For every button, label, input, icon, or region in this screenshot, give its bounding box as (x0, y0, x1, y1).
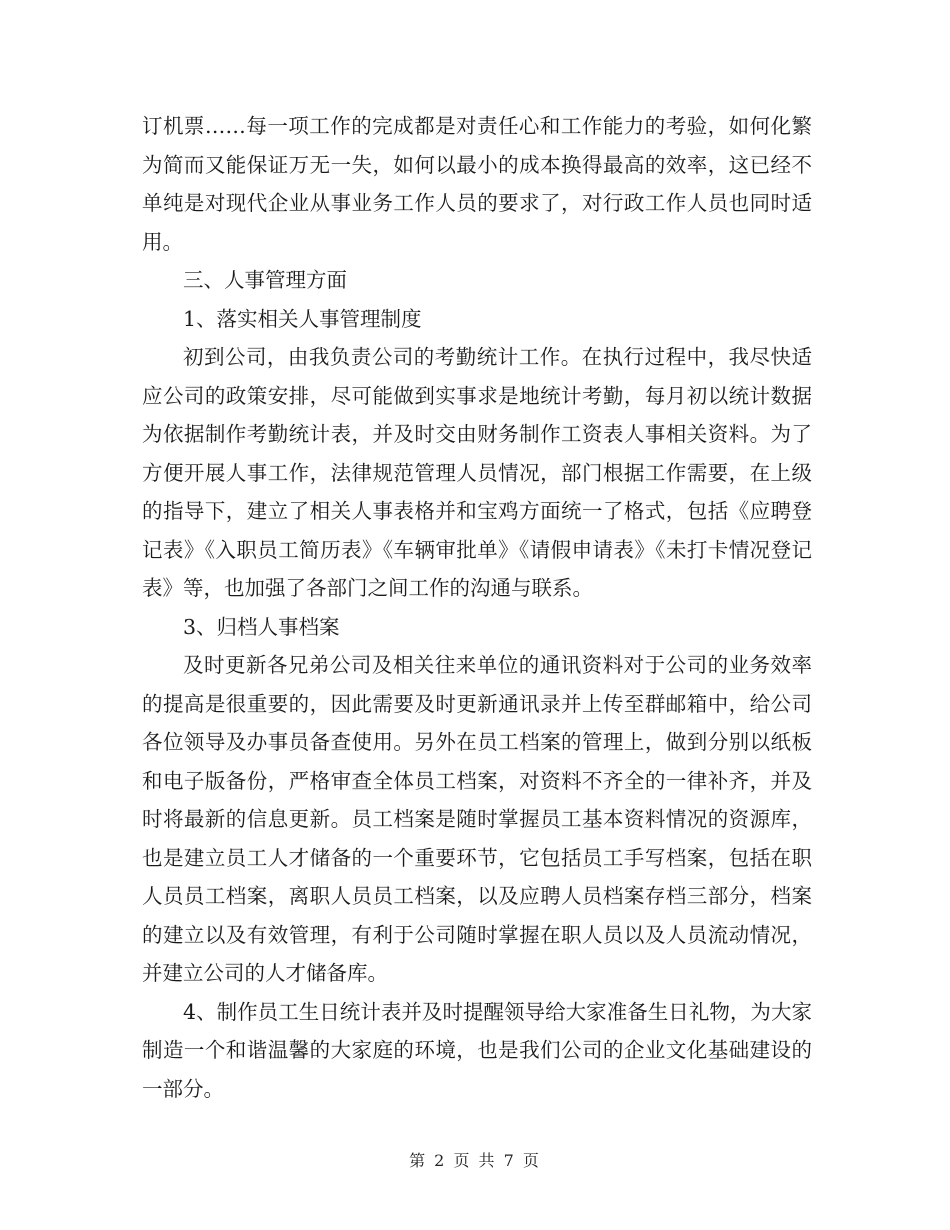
document-body (142, 107, 812, 1108)
section-heading-personnel: 三、人事管理方面 (183, 268, 347, 292)
paragraph-archives: 及时更新各兄弟公司及相关往来单位的通讯资料对于公司的业务效率的提高是很重要的，因此需要及时更新通讯录并上传至群邮箱中，给公司各位领导及办事员备查使用。另外在员工档案的管理上，做到分别以纸板和电子版备份，严格审查全体员工档案，对资料不齐全的一律补齐，并及时将最新的信息更新。员工档案是随时掌握员工基本资料情况的资源库，也是建立员工人才储备的一个重要环节，它包括员工手写档案，包括在职人员员工档案，离职人员员工档案，以及应聘人员档案存档三部分，档案的建立以及有效管理，有利于公司随时掌握在职人员以及人员流动情况，并建立公司的人才储备库。 (142, 653, 812, 985)
paragraph-birthday: 4、制作员工生日统计表并及时提醒领导给大家准备生日礼物，为大家制造一个和谐温馨的大家庭的环境，也是我们公司的企业文化基础建设的一部分。 (142, 999, 812, 1101)
paragraph-intro-continued: 订机票……每一项工作的完成都是对责任心和工作能力的考验，如何化繁为简而又能保证万无一失，如何以最小的成本换得最高的效率，这已经不单纯是对现代企业从事业务工作人员的要求了，对行政工作人员也同时适用。 (142, 114, 812, 254)
subheading-item-1: 1、落实相关人事管理制度 (183, 306, 422, 331)
paragraph-attendance: 初到公司，由我负责公司的考勤统计工作。在执行过程中，我尽快适应公司的政策安排，尽可能做到实事求是地统计考勤，每月初以统计数据为依据制作考勤统计表，并及时交由财务制作工资表人事相关资料。为了方便开展人事工作，法律规范管理人员情况，部门根据工作需要，在上级的指导下，建立了相关人事表格并和宝鸡方面统一了格式，包括《应聘登记表》《入职员工简历表》《车辆审批单》《请假申请表》《未打卡情况登记表》等，也加强了各部门之间工作的沟通与联系。 (142, 345, 812, 600)
page-number-footer: 第 2 页 共 7 页 (409, 1151, 541, 1170)
subheading-item-3: 3、归档人事档案 (183, 614, 340, 639)
